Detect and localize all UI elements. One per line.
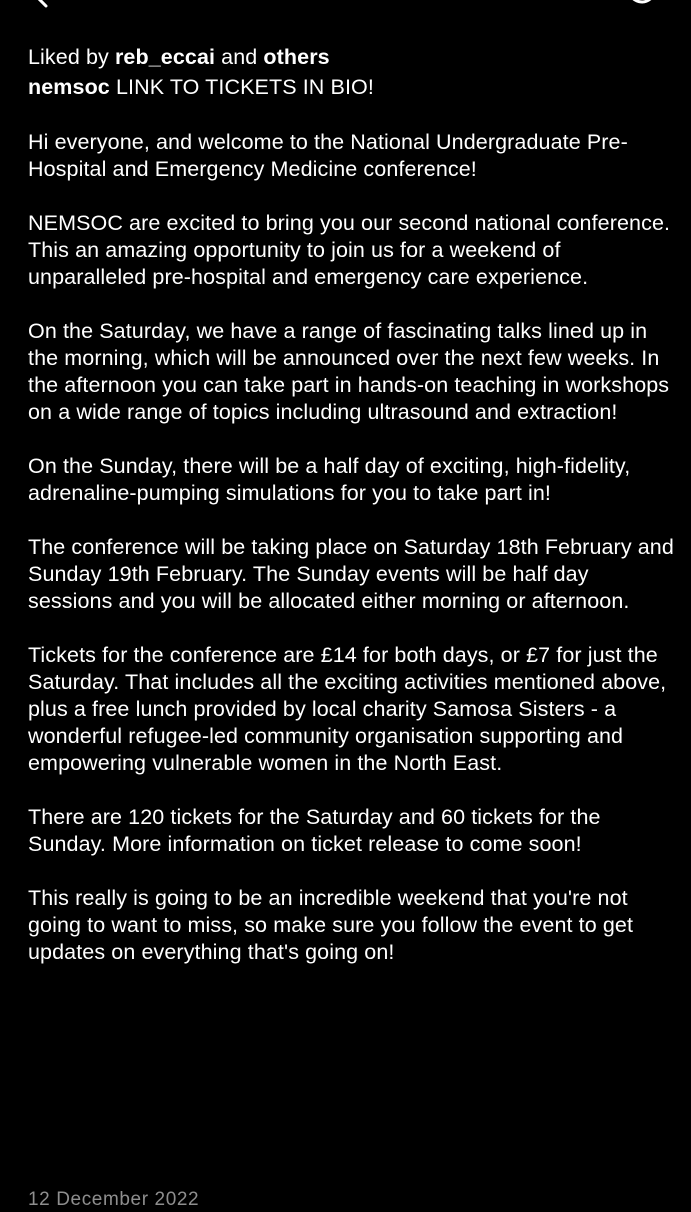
caption-header	[28, 74, 676, 101]
post-caption-area	[28, 44, 676, 993]
likes-line	[28, 44, 676, 74]
caption-username[interactable]: nemsoc	[28, 75, 110, 99]
caption-paragraph: On the Sunday, there will be a half day of exciting, high-fidelity, adrenaline-pumping simulations for you to take part in!	[28, 454, 631, 505]
post-date: 12 December 2022	[28, 1189, 200, 1210]
caption-paragraph: NEMSOC are excited to bring you our second national conference. This an amazing opportunity to join us for a weekend of unparalleled pre-hospital and emergency care experience.	[28, 211, 671, 289]
caption-paragraph: Tickets for the conference are £14 for both days, or £7 for just the Saturday. That includes all the exciting activities mentioned above, plus a free lunch provided by local charity Samosa Sisters - a wonderful refugee-led community organisation supporting and empowering vulnerable women in the North East.	[28, 643, 667, 775]
back-chevron-icon[interactable]	[26, 0, 54, 8]
refresh-icon[interactable]	[625, 0, 659, 6]
caption-paragraph: Hi everyone, and welcome to the National Undergraduate Pre-Hospital and Emergency Medicine conference!	[28, 130, 628, 181]
top-bar	[0, 0, 691, 12]
caption-paragraph: There are 120 tickets for the Saturday and 60 tickets for the Sunday. More information on ticket release to come soon!	[28, 805, 601, 856]
caption-paragraph: On the Saturday, we have a range of fascinating talks lined up in the morning, which will be announced over the next few weeks. In the afternoon you can take part in hands-on teaching in workshops on a wide range of topics including ultrasound and extraction!	[28, 319, 670, 424]
caption-paragraph: This really is going to be an incredible weekend that you're not going to want to miss, so make sure you follow the event to get updates on everything that's going on!	[28, 886, 634, 964]
caption-headline: LINK TO TICKETS IN BIO!	[115, 75, 374, 99]
liked-by-username[interactable]: reb_eccai	[114, 45, 216, 69]
likes-conjunction: and	[221, 45, 258, 69]
liked-by-others[interactable]: others	[263, 45, 330, 69]
likes-prefix: Liked by	[28, 45, 109, 69]
caption-paragraph: The conference will be taking place on Saturday 18th February and Sunday 19th February. The Sunday events will be half day sessions and you will be allocated either morning or afternoon.	[28, 535, 674, 613]
